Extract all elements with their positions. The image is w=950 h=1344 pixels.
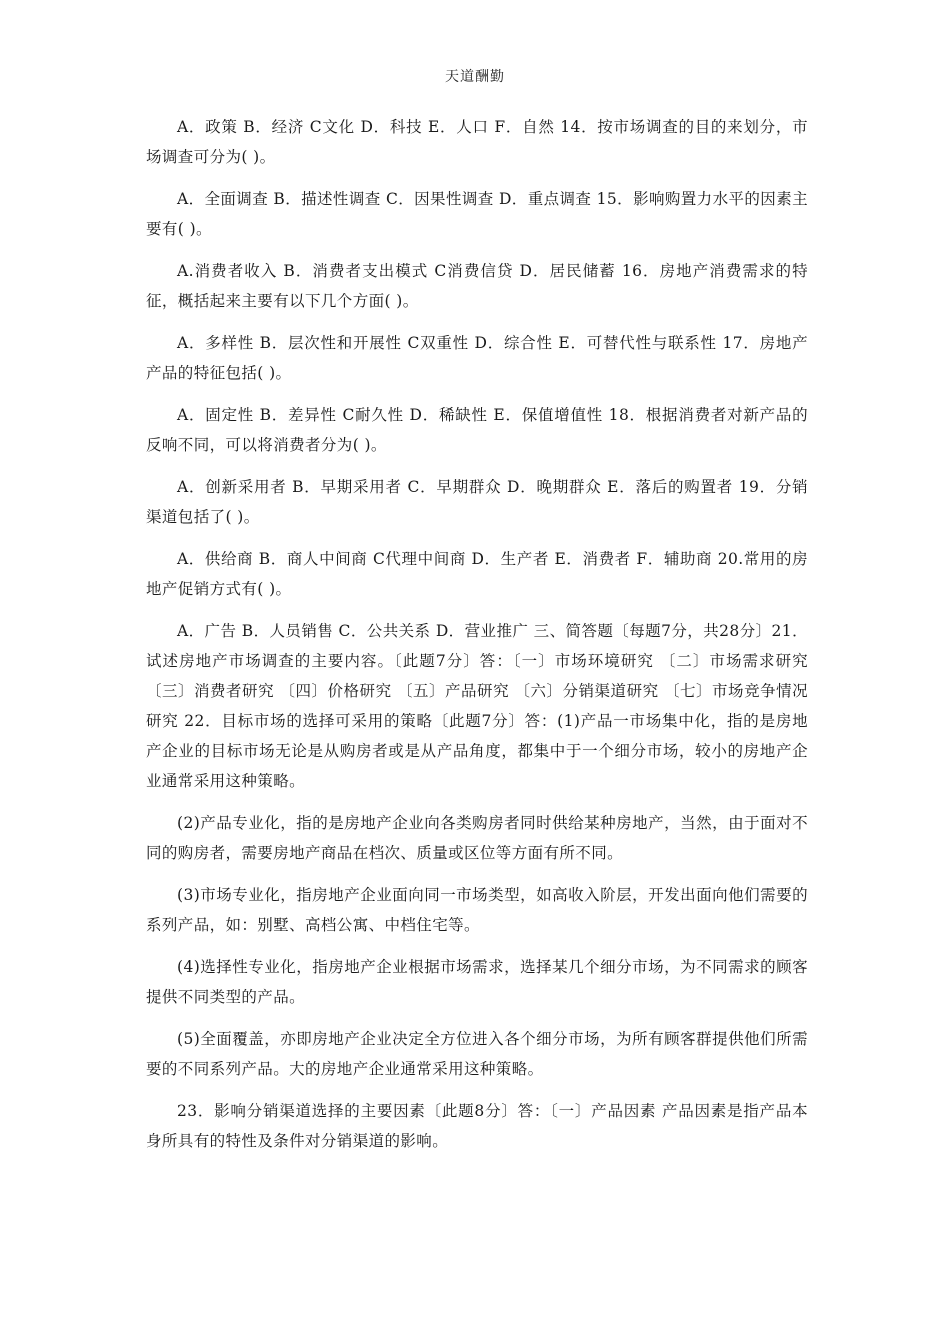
paragraph: (2)产品专业化，指的是房地产企业向各类购房者同时供给某种房地产，当然，由于面对不同的购房者，需要房地产商品在档次、质量或区位等方面有所不同。 bbox=[146, 814, 808, 862]
document-body bbox=[146, 112, 808, 1168]
paragraph: A．全面调查 B．描述性调查 C．因果性调查 D．重点调查 15．影响购置力水平的因素主要有( )。 bbox=[146, 190, 808, 238]
paragraph: A．多样性 B．层次性和开展性 C双重性 D．综合性 E．可替代性与联系性 17．房地产产品的特征包括( )。 bbox=[146, 334, 808, 382]
paragraph: A．创新采用者 B．早期采用者 C．早期群众 D．晚期群众 E．落后的购置者 19．分销渠道包括了( )。 bbox=[146, 478, 808, 526]
paragraph: 23．影响分销渠道选择的主要因素〔此题8分〕答：〔一〕产品因素 产品因素是指产品本身所具有的特性及条件对分销渠道的影响。 bbox=[146, 1102, 808, 1150]
paragraph: A.消费者收入 B．消费者支出模式 C消费信贷 D．居民储蓄 16．房地产消费需求的特征，概括起来主要有以下几个方面( )。 bbox=[146, 262, 808, 310]
paragraph: (5)全面覆盖，亦即房地产企业决定全方位进入各个细分市场，为所有顾客群提供他们所需要的不同系列产品。大的房地产企业通常采用这种策略。 bbox=[146, 1030, 808, 1078]
paragraph: A．供给商 B．商人中间商 C代理中间商 D．生产者 E．消费者 F．辅助商 20.常用的房地产促销方式有( )。 bbox=[146, 550, 808, 598]
page-header: 天道酬勤 bbox=[445, 69, 505, 85]
paragraph: A．政策 B．经济 C文化 D．科技 E．人口 F．自然 14．按市场调查的目的来划分，市场调查可分为( )。 bbox=[146, 118, 808, 166]
paragraph: A．固定性 B．差异性 C耐久性 D．稀缺性 E．保值增值性 18．根据消费者对新产品的反响不同，可以将消费者分为( )。 bbox=[146, 406, 808, 454]
paragraph: A．广告 B．人员销售 C．公共关系 D．营业推广 三、简答题〔每题7分，共28分〕21．试述房地产市场调查的主要内容。〔此题7分〕答：〔一〕市场环境研究 〔二〕市场需求研究 〔三〕消费者研究 〔四〕价格研究 〔五〕产品研究 〔六〕分销渠道研究 〔七〕市场竞争情况研究 22．目标市场的选择可采用的策略〔此题7分〕答：(1)产品一市场集中化，指的是房地产企业的目标市场无论是从购房者或是从产品角度，都集中于一个细分市场，较小的房地产企业通常采用这种策略。 bbox=[146, 622, 808, 790]
paragraph: (4)选择性专业化，指房地产企业根据市场需求，选择某几个细分市场，为不同需求的顾客提供不同类型的产品。 bbox=[146, 958, 808, 1006]
paragraph: (3)市场专业化，指房地产企业面向同一市场类型，如高收入阶层，开发出面向他们需要的系列产品，如：别墅、高档公寓、中档住宅等。 bbox=[146, 886, 808, 934]
